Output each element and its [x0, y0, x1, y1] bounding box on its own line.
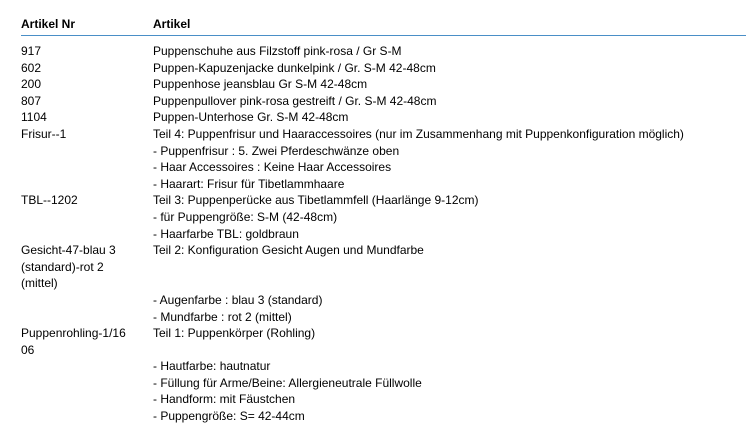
article-description-cell: [153, 325, 746, 425]
order-items-table: [21, 43, 746, 425]
article-description-line: - Füllung für Arme/Beine: Allergieneutrale Füllwolle: [153, 375, 422, 390]
table-row: [21, 93, 746, 110]
article-description-line: Teil 1: Puppenkörper (Rohling): [153, 326, 316, 341]
article-description-cell: [153, 93, 746, 110]
article-description-line: Puppenschuhe aus Filzstoff pink-rosa / Gr S-M: [153, 44, 402, 58]
article-description-cell: [153, 126, 746, 192]
article-number-cell: 807: [21, 93, 42, 108]
blank-line: [153, 259, 746, 276]
blank-line: [153, 275, 746, 292]
article-description-line: - Puppenfrisur : 5. Zwei Pferdeschwänze oben: [153, 143, 400, 158]
table-header: [21, 17, 746, 35]
article-description-line: - Handform: mit Fäustchen: [153, 392, 296, 407]
column-header-artikel-nr: Artikel Nr: [21, 17, 76, 31]
article-number-cell: Puppenrohling-1/16 06: [21, 326, 126, 357]
article-description-line: - Haarfarbe TBL: goldbraun: [153, 226, 299, 241]
article-description-line: Puppenhose jeansblau Gr S-M 42-48cm: [153, 77, 368, 92]
table-row: [21, 126, 746, 192]
article-description-line: Teil 2: Konfiguration Gesicht Augen und Mundfarbe: [153, 243, 424, 258]
header-divider: [21, 35, 746, 36]
table-row: [21, 76, 746, 93]
article-number-cell: 1104: [21, 110, 47, 125]
article-number-cell: Gesicht-47-blau 3 (standard)-rot 2 (mittel): [21, 243, 116, 291]
article-description-cell: [153, 192, 746, 242]
article-number-cell: 602: [21, 60, 42, 75]
article-description-line: - Augenfarbe : blau 3 (standard): [153, 292, 323, 307]
article-description-line: Puppen-Kapuzenjacke dunkelpink / Gr. S-M 42-48cm: [153, 60, 436, 75]
blank-line: [153, 342, 746, 359]
table-row: [21, 242, 746, 325]
table-row: [21, 325, 746, 425]
table-row: [21, 43, 746, 60]
article-number-cell: Frisur--1: [21, 126, 67, 141]
article-description-line: Puppenpullover pink-rosa gestreift / Gr. S-M 42-48cm: [153, 93, 437, 108]
article-description-line: Teil 4: Puppenfrisur und Haaraccessoires (nur im Zusammenhang mit Puppenkonfiguration möglich): [153, 126, 684, 141]
article-description-cell: [153, 109, 746, 126]
article-description-line: - für Puppengröße: S-M (42-48cm): [153, 209, 338, 224]
table-row: [21, 192, 746, 242]
article-description-line: Puppen-Unterhose Gr. S-M 42-48cm: [153, 110, 349, 125]
column-header-artikel: Artikel: [153, 17, 191, 31]
article-description-line: - Mundfarbe : rot 2 (mittel): [153, 309, 292, 324]
article-number-cell: TBL--1202: [21, 193, 78, 208]
article-description-line: - Hautfarbe: hautnatur: [153, 359, 271, 374]
article-description-cell: [153, 242, 746, 325]
table-row: [21, 60, 746, 77]
article-description-line: - Haar Accessoires : Keine Haar Accessoires: [153, 160, 392, 175]
article-number-cell: 917: [21, 44, 42, 58]
article-description-cell: [153, 60, 746, 77]
article-description-line: Teil 3: Puppenperücke aus Tibetlammfell (Haarlänge 9-12cm): [153, 193, 479, 208]
article-description-cell: [153, 43, 746, 60]
table-row: [21, 109, 746, 126]
article-description-cell: [153, 76, 746, 93]
article-description-line: - Puppengröße: S= 42-44cm: [153, 409, 305, 424]
article-number-cell: 200: [21, 77, 42, 92]
article-description-line: - Haarart: Frisur für Tibetlammhaare: [153, 176, 345, 191]
